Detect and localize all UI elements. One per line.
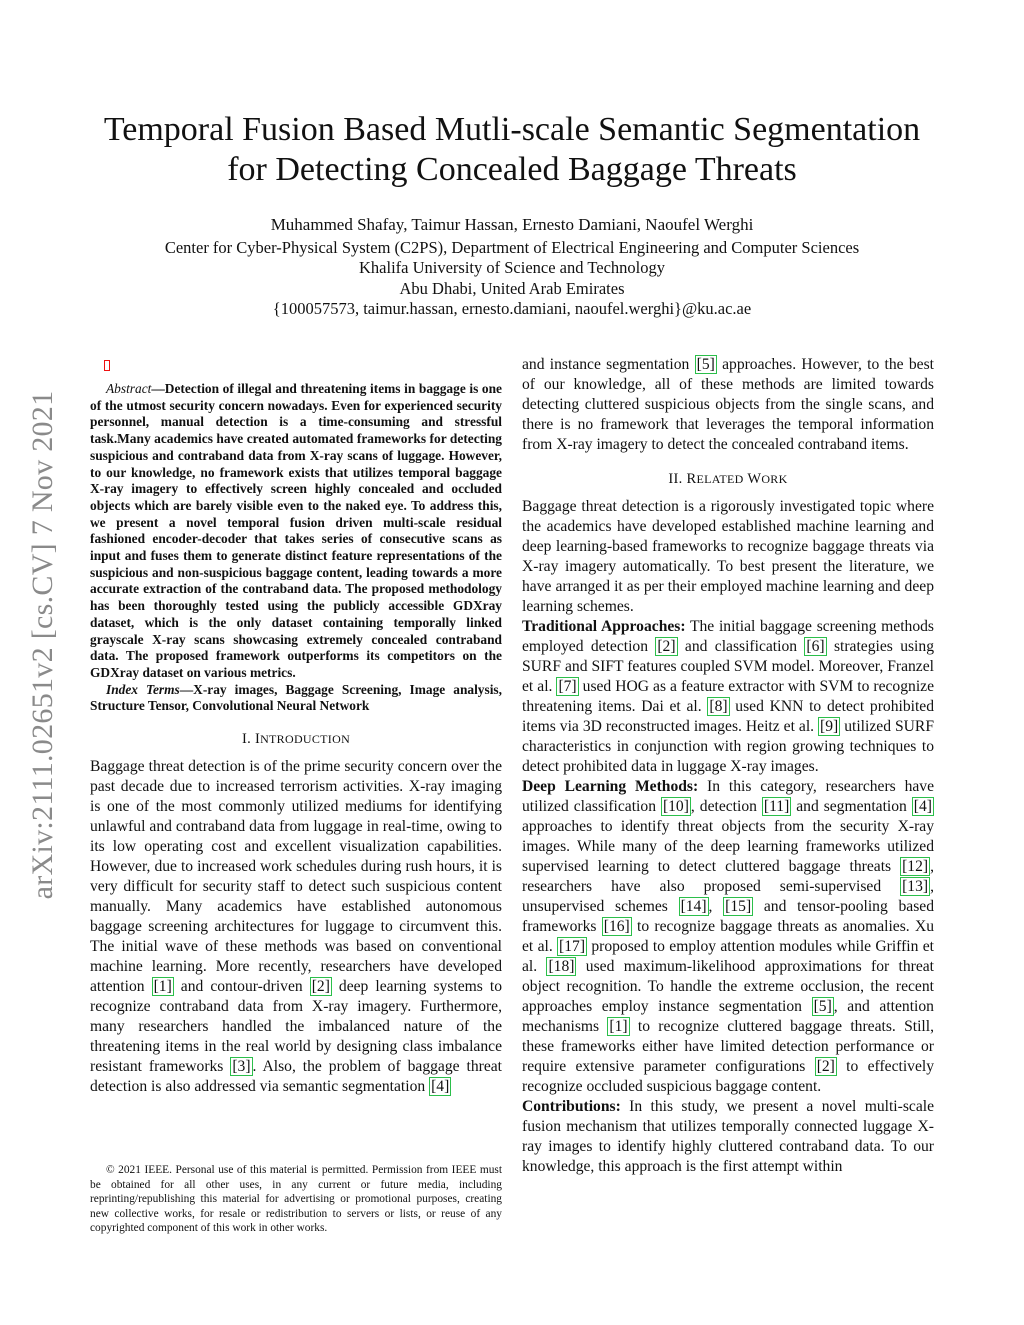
affiliation-line-1: Center for Cyber-Physical System (C2PS), Department of Electrical Engineering and Computer Sciences bbox=[164, 237, 860, 257]
title-line-2: for Detecting Concealed Baggage Threats bbox=[227, 151, 797, 188]
citation-link[interactable]: [1] bbox=[153, 978, 172, 996]
citation-link[interactable]: [6] bbox=[806, 638, 825, 655]
section-heading-related-work: II. RELATED WORK bbox=[668, 471, 788, 487]
paper-title bbox=[60, 110, 964, 190]
citation-link[interactable]: [5] bbox=[696, 356, 715, 373]
run-in-heading: Contributions: bbox=[522, 1098, 621, 1115]
abstract bbox=[90, 381, 502, 682]
citation-link[interactable]: [2] bbox=[816, 1058, 835, 1075]
citation-link[interactable]: [16] bbox=[603, 918, 630, 935]
citation-link[interactable]: [17] bbox=[559, 938, 586, 955]
citation-link[interactable]: [2] bbox=[311, 978, 330, 996]
traditional-approaches-paragraph: Traditional Approaches: The initial baggage screening methods employed detection [2] and classification [6] strategies using SURF and SIFT features coupled SVM model. Moreover, Franzel et al. [7] used HOG as a feature extractor with SVM to recognize threatening items. Dai et al. [8] used KNN to detect prohibited items via 3D reconstructed images. Heitz et al. [9] utilized SURF characteristics in conjunction with region growing techniques to detect prohibited data in luggage X-ray images. bbox=[522, 618, 934, 775]
author-names: Muhammed Shafay, Taimur Hassan, Ernesto Damiani, Naoufel Werghi bbox=[270, 215, 754, 234]
citation-link[interactable]: [10] bbox=[662, 798, 689, 815]
citation-link[interactable]: [4] bbox=[913, 798, 932, 815]
citation-link[interactable]: [15] bbox=[725, 898, 752, 915]
affiliation-line-2: Khalifa University of Science and Technology bbox=[359, 258, 665, 277]
related-work-intro: Baggage threat detection is a rigorously investigated topic where the academics have developed established machine learning and deep learning-based frameworks to recognize baggage threats via X-ray imagery automatically. To best present the literature, we have arranged it as per their employed machine learning and deep learning schemes. bbox=[522, 498, 934, 615]
citation-link[interactable]: [13] bbox=[902, 878, 929, 895]
intro-paragraph: Baggage threat detection is of the prime security concern over the past decade due to increased terrorism activities. X-ray imaging is one of the most commonly utilized mediums for identifying unlawful and contraband data from luggage in real-time, owing to its low operating cost and excellent visualization capabilities. However, due to increased work schedules during rush hours, it is very difficult for security staff to detect such suspicious content manually. Many academics have established autonomous baggage screening architectures for luggage to circumvent this. The initial wave of these methods was based on conventional machine learning. More recently, researchers have developed attention [1] and contour-driven [2] deep learning systems to recognize contraband data from X-ray imagery. Furthermore, many researchers handled the imbalanced nature of the threatening items in the real world by designing class imbalance resistant frameworks [3] . Also, the problem of baggage threat detection is also addressed via semantic segmentation [4] bbox=[90, 758, 503, 1096]
annotation-marker-icon bbox=[104, 360, 110, 371]
affiliation-line-3: Abu Dhabi, United Arab Emirates bbox=[399, 278, 625, 298]
index-terms-label: Index Terms bbox=[106, 681, 180, 697]
citation-link[interactable]: [2] bbox=[657, 638, 676, 655]
left-column bbox=[90, 360, 502, 1097]
arxiv-stamp bbox=[28, 360, 58, 930]
abstract-label: Abstract bbox=[106, 381, 152, 396]
citation-link[interactable]: [11] bbox=[763, 798, 790, 815]
author-block bbox=[60, 215, 964, 320]
contributions-paragraph: Contributions: In this study, we present a novel multi-scale fusion mechanism that utilizes temporally connected luggage X-ray images to identify highly cluttered contraband data. To our knowledge, this approach is the first attempt within bbox=[522, 1098, 934, 1175]
citation-link[interactable]: [1] bbox=[609, 1018, 628, 1035]
affiliation-emails: {100057573, taimur.hassan, ernesto.damiani, naoufel.werghi}@ku.ac.ae bbox=[272, 299, 752, 318]
section-heading-introduction: I. INTRODUCTION bbox=[241, 731, 351, 748]
title-line-1: Temporal Fusion Based Mutli-scale Semantic Segmentation bbox=[103, 111, 921, 148]
run-in-heading: Traditional Approaches: bbox=[522, 618, 686, 635]
index-terms bbox=[90, 682, 502, 715]
abstract-text: —Detection of illegal and threatening items in baggage is one of the utmost security concern nowadays. Even for experienced security personnel, manual detection is a time-consuming and stressful task.Many academics have created automated frameworks for detecting suspicious and contraband data from X-ray scans of luggage. However, to our knowledge, no framework exists that utilizes temporal baggage X-ray imagery to effectively screen highly concealed and occluded objects which are barely visible even to the naked eye. To address this, we present a novel temporal fusion driven multi-scale residual fashioned encoder-decoder that takes series of consecutive scans as input and fuses them to generate distinct feature representations of the suspicious and non-suspicious baggage content, leading towards a more accurate extraction of the contraband data. The proposed methodology has been thoroughly tested using the publicly accessible GDXray dataset, which is the only dataset containing temporally linked grayscale X-ray scans showcasing extremely concealed contraband data. The proposed framework outperforms its competitors on the GDXray dataset on various metrics. bbox=[90, 381, 502, 680]
arxiv-stamp-text: arXiv:2111.02651v2 [cs.CV] 7 Nov 2021 bbox=[26, 390, 59, 900]
copyright-text: © 2021 IEEE. Personal use of this material is permitted. Permission from IEEE must be obtained for all other uses, in any current or future media, including reprinting/republishing this material for advertising or promotional purposes, creating new collective works, for resale or redistribution to servers or lists, or reuse of any copyrighted component of this work in other works. bbox=[90, 1164, 502, 1235]
citation-link[interactable]: [8] bbox=[709, 698, 728, 715]
index-terms-text: —X-ray images, Baggage Screening, Image analysis, Structure Tensor, Convolutional Neural Network bbox=[90, 681, 502, 714]
citation-link[interactable]: [18] bbox=[548, 958, 575, 975]
citation-link[interactable]: [12] bbox=[902, 858, 929, 875]
citation-link[interactable]: [14] bbox=[680, 898, 707, 915]
right-column bbox=[522, 355, 934, 1177]
citation-link[interactable]: [4] bbox=[431, 1078, 450, 1096]
intro-continuation: and instance segmentation [5] approaches. However, to the best of our knowledge, all of these methods are limited towards detecting cluttered suspicious objects from the single scans, and there is no framework that leverages the temporal information from X-ray imagery to detect the concealed contraband items. bbox=[522, 356, 935, 453]
deep-learning-paragraph: Deep Learning Methods: In this category, researchers have utilized classification [10] , detection [11] and segmentation [4] approaches to identify threat objects from the security X-ray images. While many of the deep learning frameworks utilized supervised learning to detect cluttered baggage threats [12] , researchers have also proposed semi-supervised [13] , unsupervised schemes [14] , [15] and tensor-pooling based frameworks [16] to recognize baggage threats as anomalies. Xu et al. [17] proposed to employ attention modules while Griffin et al. [18] used maximum-likelihood approximations for threat object recognition. To handle the extreme occlusion, the recent approaches employ instance segmentation [5] , and attention mechanisms [1] to recognize cluttered baggage threats. Still, these frameworks either have limited detection performance or require extensive parameter configurations [2] to effectively recognize occluded suspicious baggage content. bbox=[522, 778, 935, 1095]
citation-link[interactable]: [5] bbox=[813, 998, 832, 1015]
citation-link[interactable]: [9] bbox=[820, 718, 839, 735]
citation-link[interactable]: [3] bbox=[232, 1058, 251, 1076]
citation-link[interactable]: [7] bbox=[558, 678, 577, 695]
run-in-heading: Deep Learning Methods: bbox=[522, 778, 699, 795]
copyright-notice bbox=[90, 1163, 502, 1236]
